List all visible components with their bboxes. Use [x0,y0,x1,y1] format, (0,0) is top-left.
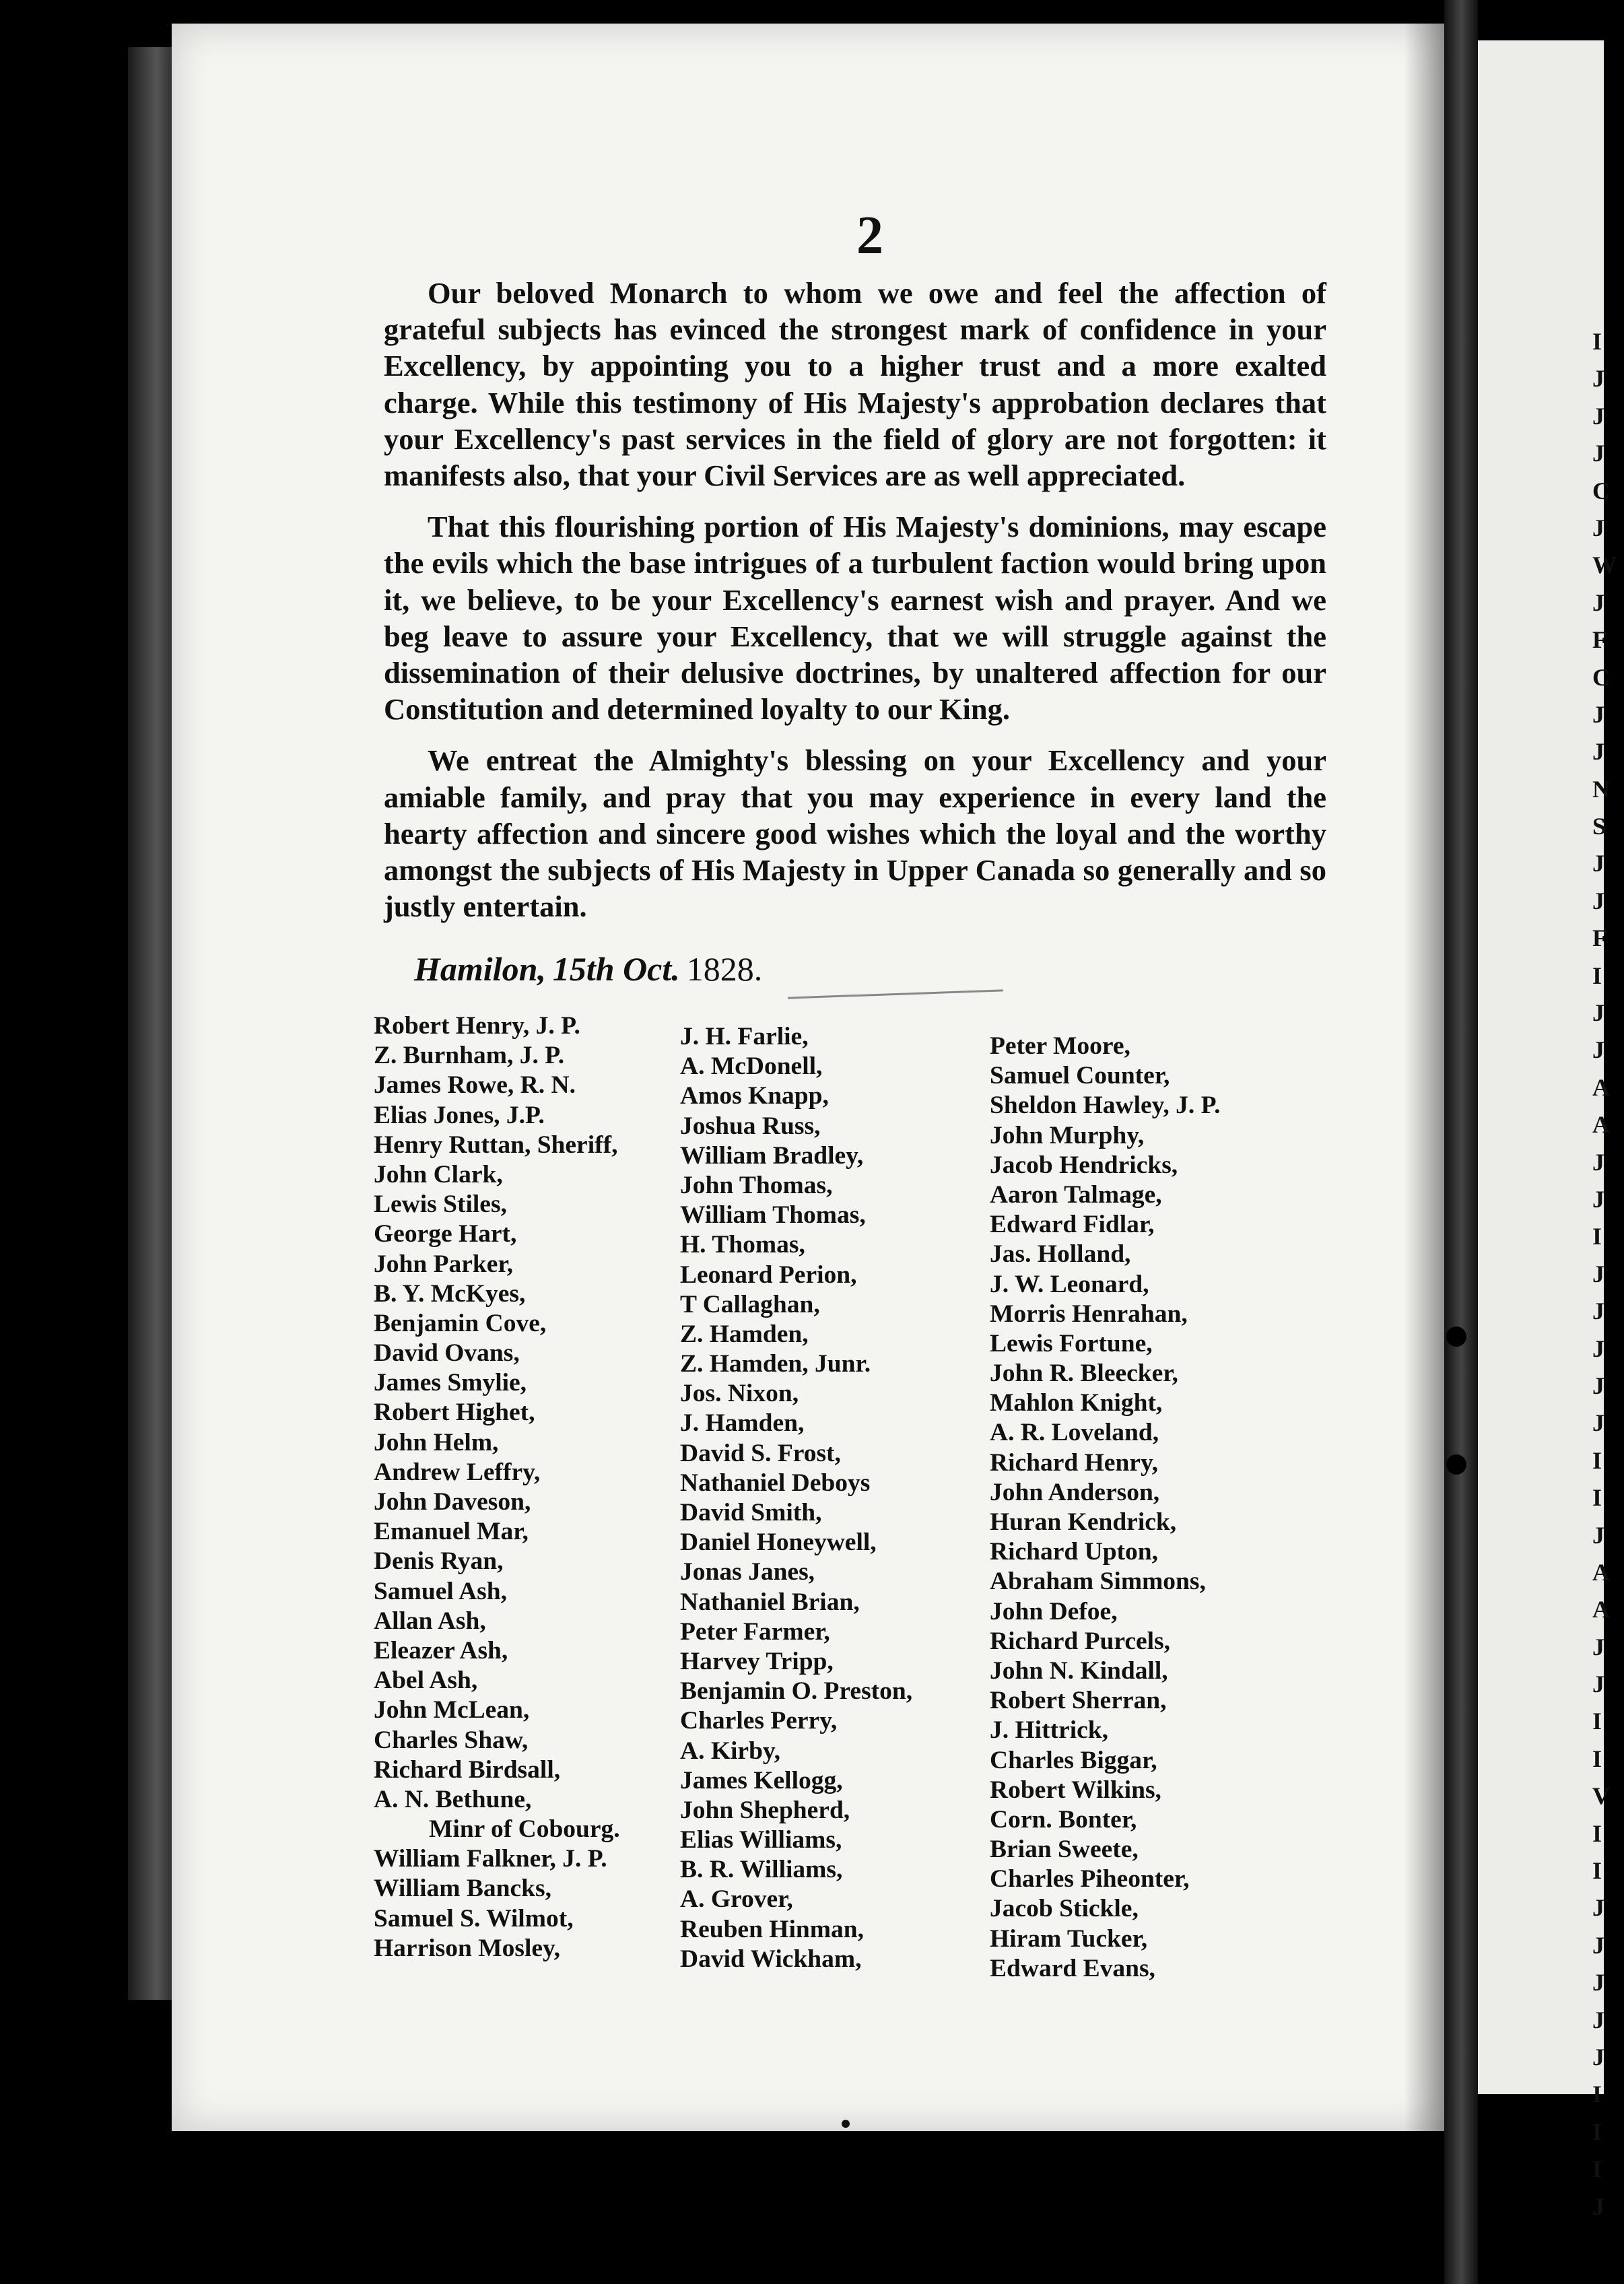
signatory-name: John Murphy, [990,1121,1145,1149]
signatory-name: Amos Knapp, [680,1082,829,1110]
signatory-name: Charles Piheonter, [990,1865,1190,1893]
signatory-name: Robert Wilkins, [990,1776,1161,1804]
signatory-name: A. N. Bethune, [374,1785,532,1813]
facing-page-letter: J [1592,2006,1604,2034]
signatory-name: Peter Farmer, [680,1617,830,1646]
signatory-name: Morris Henrahan, [990,1300,1188,1328]
signatory-name: Henry Ruttan, Sheriff, [374,1131,618,1159]
facing-page-letter: J [1592,402,1604,430]
signatory-name: Samuel Ash, [374,1577,507,1605]
signatory-name: Emanuel Mar, [374,1518,529,1546]
signatory-name: William Thomas, [680,1201,866,1230]
facing-page-letter: J [1592,1185,1604,1213]
signatory-name: John R. Bleecker, [990,1359,1178,1388]
signatory-name: B. R. Williams, [680,1856,843,1884]
facing-page-letter: A [1592,1073,1610,1101]
signatory-name: Reuben Hinman, [680,1915,864,1943]
signatory-name: David S. Frost, [680,1439,841,1467]
facing-page-letter: I [1592,1819,1602,1847]
facing-page-letter: A [1592,1596,1610,1623]
signatory-name: John Helm, [374,1428,499,1456]
signatory-name: John Thomas, [680,1171,833,1199]
facing-page-letter: J [1592,700,1604,728]
facing-page-letters [1592,323,1617,2225]
facing-page-letter: J [1592,1409,1604,1437]
facing-page-letter: C [1592,477,1610,504]
facing-page-letter: J [1592,1521,1604,1549]
facing-page-letter: J [1592,887,1604,914]
signatory-name: Lewis Stiles, [374,1190,507,1219]
signatory-name: William Bradley, [680,1141,864,1170]
binding-stitch [1446,1326,1466,1347]
facing-page-letter: V [1592,1782,1610,1810]
signatory-name: Jacob Stickle, [990,1895,1139,1923]
signatory-name: Corn. Bonter, [990,1805,1137,1834]
dateline-day: 15th Oct. [552,950,680,988]
facing-page-letter: J [1592,365,1604,393]
facing-page-letter: J [1592,1633,1604,1660]
signatory-name: Richard Henry, [990,1448,1158,1477]
signatory-name: Robert Henry, J. P. [374,1012,580,1040]
signatory-name: J. Hamden, [680,1409,805,1438]
facing-page-letter: I [1592,328,1602,355]
signatory-name: John Clark, [374,1160,503,1188]
signatory-name: James Kellogg, [680,1766,843,1794]
signatory-name: Nathaniel Brian, [680,1588,860,1616]
facing-page-letter: J [1592,999,1604,1027]
facing-page-letter: J [1592,1931,1604,1959]
facing-page-letter: I [1592,1708,1602,1735]
signatory-column-2 [680,1022,912,1974]
signatory-name: J. H. Farlie, [680,1023,809,1050]
signatory-name: Charles Perry, [680,1707,838,1735]
signatory-name: Brian Sweete, [990,1836,1139,1864]
signatory-name: Richard Birdsall, [374,1755,561,1784]
signatory-name: David Wickham, [680,1945,862,1973]
dateline-year: 1828. [686,950,763,988]
facing-page-letter: I [1592,2155,1602,2183]
facing-page-letter: I [1592,1446,1602,1474]
signatory-name: Elias Williams, [680,1826,842,1854]
signatory-name: Aaron Talmage, [990,1180,1162,1209]
signatory-name: David Ovans, [374,1339,520,1368]
signatory-name: Samuel Counter, [990,1062,1170,1090]
signatory-name: John Parker, [374,1250,513,1278]
signatory-name: Hiram Tucker, [990,1924,1148,1953]
signatory-name: Richard Upton, [990,1538,1159,1566]
signatory-name: John Shepherd, [680,1796,850,1824]
signatory-name: J. W. Leonard, [990,1270,1149,1298]
signatory-name: John Daveson, [374,1488,531,1516]
facing-page-letter: I [1592,1745,1602,1772]
facing-page-letter: S [1592,813,1606,840]
facing-page-letter: I [1592,2118,1602,2145]
facing-page-letter: N [1592,775,1610,803]
signatory-name: T Callaghan, [680,1290,820,1318]
facing-page-letter: I [1592,2081,1602,2108]
facing-page-letter: I [1592,1223,1602,1250]
binding-stitch [1446,1454,1466,1475]
signatory-name: Jos. Nixon, [680,1380,799,1408]
signatory-name: A. R. Loveland, [990,1419,1159,1447]
signatory-name: H. Thomas, [680,1231,805,1259]
signatory-name: A. Kirby, [680,1737,780,1765]
signatory-name: Abraham Simmons, [990,1568,1206,1596]
signatory-name: Jas. Holland, [990,1240,1131,1269]
facing-page-letter: J [1592,1335,1604,1362]
signatory-name: B. Y. McKyes, [374,1279,526,1308]
signatory-name: Benjamin O. Preston, [680,1677,913,1706]
signatory-name: Richard Purcels, [990,1627,1171,1655]
signatory-name: Edward Evans, [990,1954,1155,1982]
signatory-name: Jacob Hendricks, [990,1151,1178,1179]
signatory-name: Denis Ryan, [374,1547,504,1576]
facing-page-letter: J [1592,1298,1604,1325]
signatory-name: John Anderson, [990,1478,1160,1506]
address-body [384,275,1326,939]
signatory-name: John Defoe, [990,1597,1118,1625]
facing-page-letter: J [1592,2043,1604,2071]
printer-mark [842,2120,850,2128]
facing-page-letter: I [1592,1857,1602,1885]
signatory-name: Huran Kendrick, [990,1508,1177,1536]
signatory-name: Eleazer Ash, [374,1636,508,1665]
signatory-name: Andrew Leffry, [374,1458,541,1486]
facing-page-letter: J [1592,738,1604,766]
signatory-name: Abel Ash, [374,1667,478,1695]
facing-page-letter: I [1592,962,1602,989]
signatory-name: Charles Biggar, [990,1746,1157,1774]
signatory-name: Joshua Russ, [680,1112,821,1140]
signatory-name: Robert Highet, [374,1399,535,1427]
signatory-name: David Smith, [680,1499,822,1526]
signatory-name: Harvey Tripp, [680,1647,834,1675]
signatory-name: Z. Hamden, Junr. [680,1350,871,1378]
signatory-name: Daniel Honeywell, [680,1529,877,1557]
facing-page-letter: I [1592,1484,1602,1512]
facing-page-letter: J [1592,440,1604,467]
signatory-name: Z. Burnham, J. P. [374,1042,565,1070]
dateline [414,949,762,988]
signatory-name: A. Grover, [680,1885,793,1914]
signatory-name: James Smylie, [374,1369,527,1397]
signatory-name: Allan Ash, [374,1607,486,1635]
binding-gutter [1444,0,1478,2284]
page-number: 2 [856,206,883,265]
signatory-name: John McLean, [374,1696,530,1724]
left-page-edge [128,47,175,2000]
signatory-name: Edward Fidlar, [990,1211,1155,1239]
signatory-name: William Falkner, J. P. [374,1845,607,1873]
facing-page-letter: J [1592,1036,1604,1064]
signatory-name: Nathaniel Deboys [680,1469,871,1497]
dateline-place: Hamilon, [414,950,546,988]
signatory-name: James Rowe, R. N. [374,1071,576,1100]
facing-page-letter: W [1592,551,1617,579]
facing-page-letter: A [1592,1111,1610,1139]
signatory-name: William Bancks, [374,1875,551,1903]
facing-page-letter: J [1592,1894,1604,1922]
facing-page-letter: J [1592,1969,1604,1996]
signatory-column-1 [374,1011,620,1963]
facing-page-letter: J [1592,850,1604,877]
signatory-name: Charles Shaw, [374,1726,529,1754]
paragraph: We entreat the Almighty's blessing on your Excellency and your amiable family, and pray that you may experience in every land the hearty affection and sincere good wishes which the loyal and the worthy amongst the subjects of His Majesty in Upper Canada so generally and so justly entertain. [384,743,1326,924]
signatory-name: Leonard Perion, [680,1261,857,1289]
signatory-name: John N. Kindall, [990,1656,1168,1685]
facing-page-letter: A [1592,1558,1610,1586]
signatory-name: Peter Moore, [990,1032,1130,1060]
signatory-name: A. McDonell, [680,1052,823,1081]
facing-page-letter: J [1592,2192,1604,2220]
facing-page-letter: F [1592,925,1607,952]
signatory-name: Harrison Mosley, [374,1934,561,1962]
paragraph: That this flourishing portion of His Majesty's dominions, may escape the evils which the base intrigues of a turbulent faction would bring upon it, we believe, to be your Excellency's earnest wish and prayer. And we beg leave to assure your Excellency, that we will struggle against the dissemination of their delusive doctrines, by unaltered affection for our Constitution and determined loyalty to our King. [384,510,1326,727]
signatory-name: Sheldon Hawley, J. P. [990,1091,1221,1120]
facing-page-letter: F [1592,626,1607,654]
facing-page-letter: C [1592,663,1610,691]
paragraph: Our beloved Monarch to whom we owe and feel the affection of grateful subjects has evinced the strongest mark of confidence in your Excellency, by appointing you to a higher trust and a more exalted charge. While this testimony of His Majesty's approbation declares that your Excellency's past services in the field of glory are not forgotten: it manifests also, that your Civil Services are as well appreciated. [384,276,1326,493]
signatory-name: Minr of Cobourg. [429,1815,620,1844]
facing-page-letter: J [1592,1372,1604,1399]
signatory-name: Mahlon Knight, [990,1389,1163,1417]
signatory-name: Elias Jones, J.P. [374,1101,545,1129]
facing-page-letter: J [1592,1148,1604,1176]
facing-page-letter: J [1592,514,1604,541]
signatory-name: Samuel S. Wilmot, [374,1904,574,1933]
facing-page-letter: J [1592,1671,1604,1698]
signatory-name: Robert Sherran, [990,1687,1167,1715]
signatory-name: Z. Hamden, [680,1320,809,1348]
signatory-name: George Hart, [374,1220,517,1248]
signatory-column-3 [990,1032,1220,1984]
facing-page-letter: J [1592,589,1604,616]
signatory-name: J. Hittrick, [990,1716,1109,1745]
signatory-name: Jonas Janes, [680,1558,815,1586]
signatory-name: Benjamin Cove, [374,1309,547,1337]
signatory-name: Lewis Fortune, [990,1329,1153,1357]
facing-page-letter: J [1592,1260,1604,1287]
